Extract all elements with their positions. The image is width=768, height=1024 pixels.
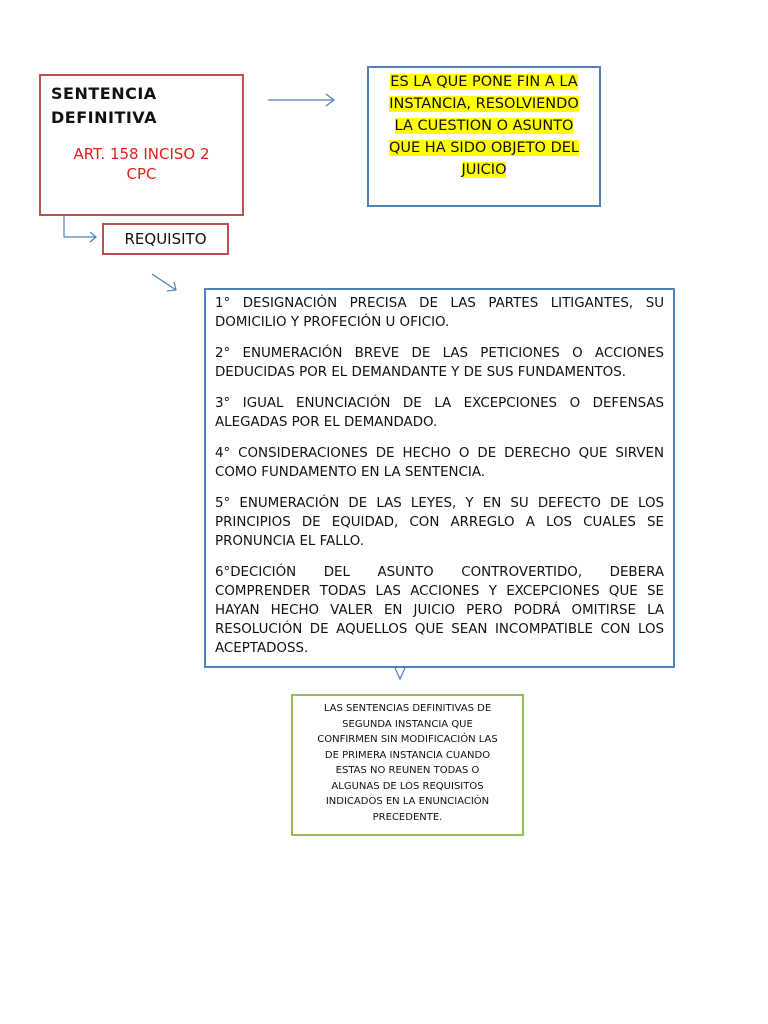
- requirement-item: 1° DESIGNACIÓN PRECISA DE LAS PARTES LITIGANTES, SU DOMICILIO Y PROFECIÓN U OFICIO.: [215, 296, 664, 330]
- note-line: PRECEDENTE.: [372, 811, 443, 823]
- definition-box: [367, 66, 601, 207]
- note-line: SEGUNDA INSTANCIA QUE: [342, 718, 473, 730]
- requisito-box: [102, 223, 229, 255]
- note-line: CONFIRMEN SIN MODIFICACIÓN LAS: [317, 734, 498, 745]
- note-line: DE PRIMERA INSTANCIA CUANDO: [324, 749, 491, 761]
- requirement-item: 2° ENUMERACIÓN BREVE DE LAS PETICIONES O ACCIONES DEDUCIDAS POR EL DEMANDANTE Y DE SUS FUNDAMENTOS.: [215, 346, 664, 380]
- requirement-item: 3° IGUAL ENUNCIACIÓN DE LA EXCEPCIONES O DEFENSAS ALEGADAS POR EL DEMANDADO.: [215, 396, 664, 430]
- requirements-list: [204, 288, 675, 668]
- definition-line: LA CUESTION O ASUNTO: [394, 118, 574, 134]
- note-line: ALGUNAS DE LOS REQUISITOS: [331, 780, 484, 792]
- arrow-requisito-to-list: [152, 274, 176, 291]
- definition-line: ES LA QUE PONE FIN A LA: [390, 74, 578, 90]
- requirement-item: 4° CONSIDERACIONES DE HECHO O DE DERECHO QUE SIRVEN COMO FUNDAMENTO EN LA SENTENCIA.: [215, 446, 664, 480]
- article-reference: ART. 158 INCISO 2 CPC: [73, 145, 210, 183]
- diagram-title: SENTENCIA DEFINITIVA: [51, 84, 157, 127]
- definition-line: QUE HA SIDO OBJETO DEL: [389, 140, 579, 156]
- requirement-item: 6°DECICIÓN DEL ASUNTO CONTROVERTIDO, DEBERA COMPRENDER TODAS LAS ACCIONES Y EXCEPCIONES QUE SE HAYAN HECHO VALER EN JUICIO PERO PODRÁ OMITIRSE LA RESOLUCIÓN DE AQUELLOS QUE SEAN INCOMPATIBLE CON LOS ACEPTADOSS.: [215, 565, 664, 656]
- note-line: LAS SENTENCIAS DEFINITIVAS DE: [323, 703, 492, 714]
- requisito-label: REQUISITO: [124, 230, 207, 248]
- definition-line: JUICIO: [461, 162, 507, 178]
- note-line: INDICADOS EN LA ENUNCIACIÓN: [325, 796, 490, 807]
- note-line: ESTAS NO REUNEN TODAS O: [335, 765, 480, 776]
- requirement-item: 5° ENUMERACIÓN DE LAS LEYES, Y EN SU DEFECTO DE LOS PRINCIPIOS DE EQUIDAD, CON ARREGLO A LOS CUALES SE PRONUNCIA EL FALLO.: [215, 496, 664, 549]
- title-box: [39, 74, 244, 216]
- arrow-list-to-note: [395, 668, 405, 679]
- note-box: [291, 694, 524, 836]
- arrow-title-to-definition: [268, 94, 334, 106]
- definition-line: INSTANCIA, RESOLVIENDO: [389, 96, 579, 112]
